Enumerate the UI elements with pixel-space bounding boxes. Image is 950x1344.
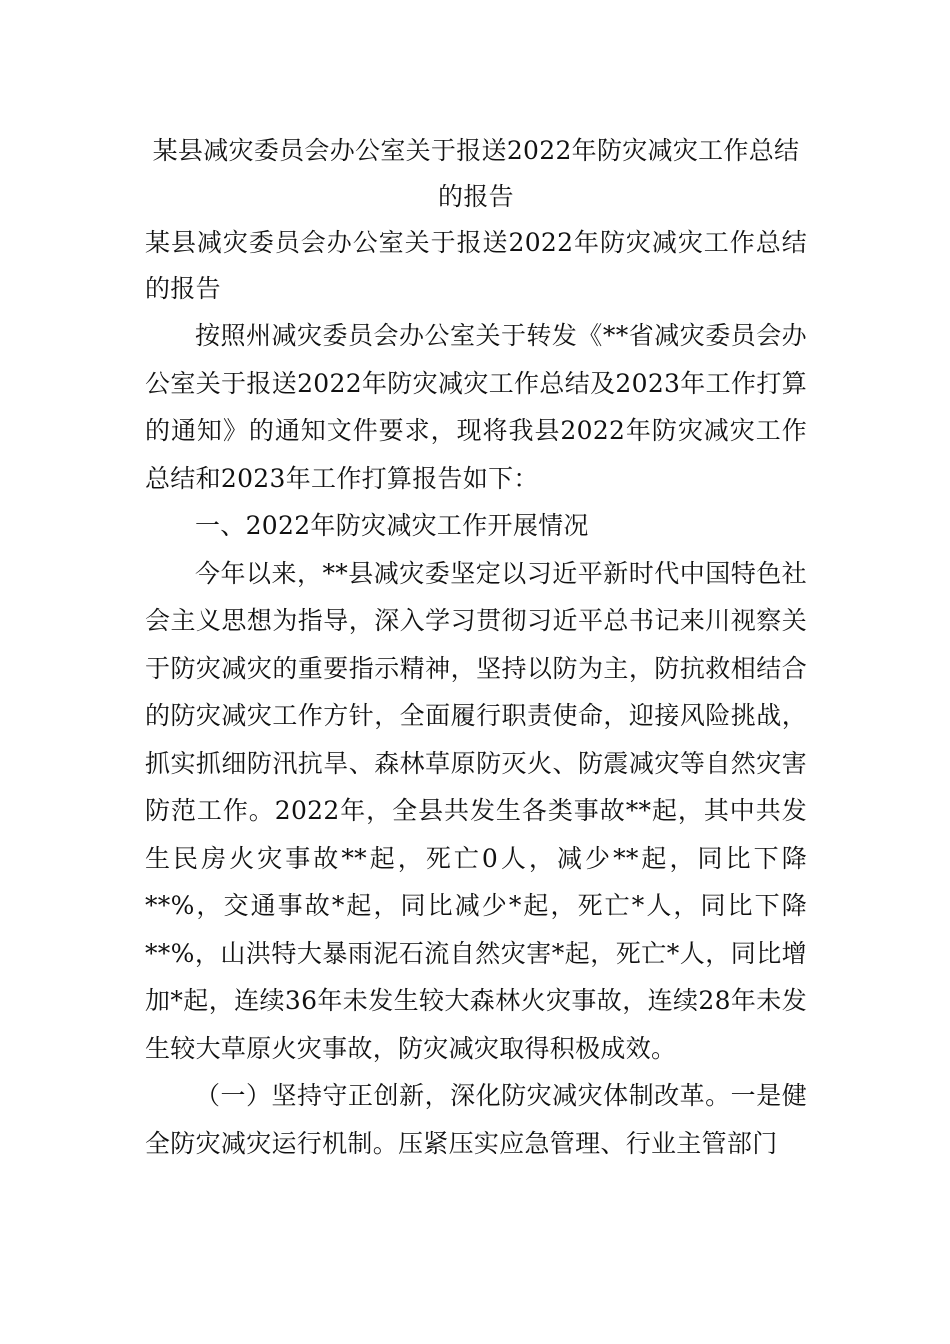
section-heading: 一、2022年防灾减灾工作开展情况 <box>195 511 589 540</box>
document-title: 某县减灾委员会办公室关于报送2022年防灾减灾工作总结的报告 <box>152 136 800 211</box>
document-page <box>145 128 807 1167</box>
overview-paragraph: 今年以来，**县减灾委坚定以习近平新时代中国特色社会主义思想为指导，深入学习贯彻习近平总书记来川视察关于防灾减灾的重要指示精神，坚持以防为主，防抗救相结合的防灾减灾工作方针，全面履行职责使命，迎接风险挑战，抓实抓细防汛抗旱、森林草原防灭火、防震减灾等自然灾害防范工作。2022年，全县共发生各类事故**起，其中共发生民房火灾事故**起，死亡0人，减少**起，同比下降**%，交通事故*起，同比减少*起，死亡*人，同比下降**%，山洪特大暴雨泥石流自然灾害*起，死亡*人，同比增加*起，连续36年未发生较大森林火灾事故，连续28年未发生较大草原火灾事故，防灾减灾取得积极成效。 <box>145 558 807 1063</box>
intro-paragraph: 按照州减灾委员会办公室关于转发《**省减灾委员会办公室关于报送2022年防灾减灾工作总结及2023年工作打算的通知》的通知文件要求，现将我县2022年防灾减灾工作总结和2023年工作打算报告如下： <box>145 321 807 493</box>
document-subtitle: 某县减灾委员会办公室关于报送2022年防灾减灾工作总结的报告 <box>145 228 807 303</box>
subsection-paragraph: （一）坚持守正创新，深化防灾减灾体制改革。一是健全防灾减灾运行机制。压紧压实应急管理、行业主管部门 <box>145 1081 807 1158</box>
